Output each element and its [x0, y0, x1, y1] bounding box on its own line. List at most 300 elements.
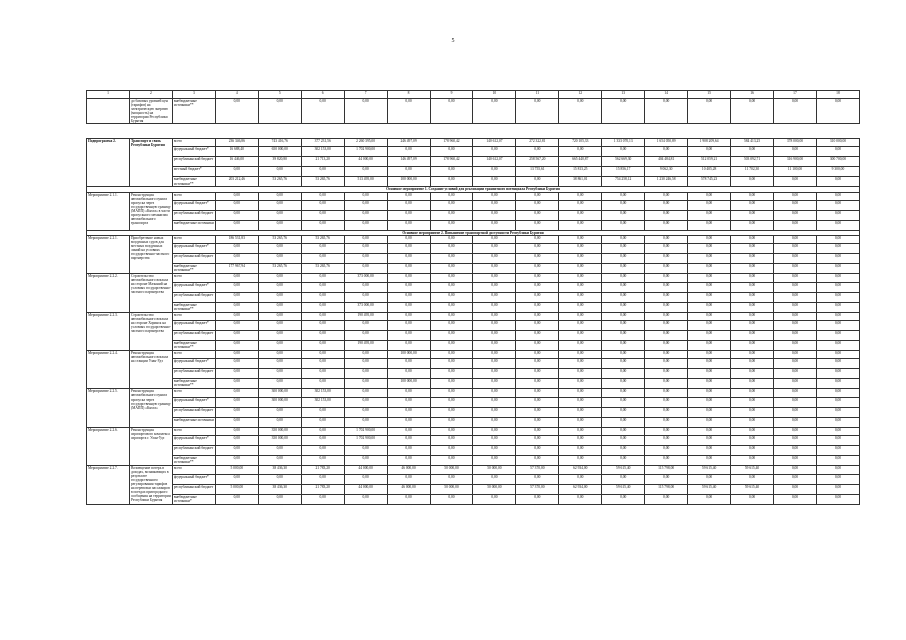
value-cell: 0,00 — [516, 474, 559, 484]
value-cell: 0,00 — [344, 200, 387, 210]
value-cell: 0,00 — [816, 427, 859, 435]
value-cell: 300 700,00 — [816, 157, 859, 167]
funding-source: федеральный бюджет* — [172, 436, 215, 446]
value-cell: 178 960,42 — [430, 139, 473, 147]
value-cell: 100 000,00 — [387, 379, 430, 389]
value-cell: 53 265,76 — [258, 264, 301, 274]
value-cell: 0,00 — [774, 244, 817, 254]
header-cell-8: 8 — [387, 91, 430, 99]
value-cell: 0,00 — [645, 282, 688, 292]
value-cell: 0,00 — [816, 302, 859, 312]
value-cell: 0,00 — [301, 254, 344, 264]
value-cell: 0,00 — [301, 99, 344, 124]
value-cell: 0,00 — [816, 407, 859, 417]
value-cell: 0,00 — [344, 331, 387, 341]
value-cell: 0,00 — [473, 379, 516, 389]
item-code: Мероприятие 2.2.1. — [87, 235, 130, 273]
value-cell: 0,00 — [774, 436, 817, 446]
item-code: Мероприятие 2.2.5. — [87, 389, 130, 427]
value-cell: 0,00 — [430, 210, 473, 220]
value-cell: 0,00 — [731, 235, 774, 243]
page-number: 5 — [451, 38, 455, 44]
value-cell: 140 612,07 — [473, 157, 516, 167]
value-cell: 0,00 — [215, 292, 258, 302]
value-cell: 0,00 — [731, 417, 774, 427]
value-cell: 0,00 — [473, 446, 516, 456]
value-cell: 0,00 — [816, 274, 859, 282]
value-cell: 0,00 — [602, 494, 645, 504]
funding-source: всего — [172, 427, 215, 435]
value-cell: 0,00 — [516, 351, 559, 359]
value-cell: 0,00 — [645, 210, 688, 220]
value-cell: 59 615,40 — [688, 466, 731, 474]
table-row — [87, 331, 860, 341]
value-cell: 0,00 — [430, 456, 473, 466]
funding-source: внебюджетные источники** — [172, 264, 215, 274]
value-cell: 0,00 — [602, 220, 645, 230]
value-cell: 0,00 — [344, 369, 387, 379]
value-cell: 190 495,00 — [344, 341, 387, 351]
value-cell: 0,00 — [301, 302, 344, 312]
value-cell: 0,00 — [473, 177, 516, 187]
value-cell: 0,00 — [473, 235, 516, 243]
value-cell: 0,00 — [731, 407, 774, 417]
value-cell: 0,00 — [301, 379, 344, 389]
header-cell-13: 13 — [602, 91, 645, 99]
value-cell: 0,00 — [816, 292, 859, 302]
value-cell: 0,00 — [430, 167, 473, 177]
value-cell: 0,00 — [774, 456, 817, 466]
value-cell: 0,00 — [430, 220, 473, 230]
value-cell: 0,00 — [602, 341, 645, 351]
value-cell: 0,00 — [816, 417, 859, 427]
value-cell: 0,00 — [215, 359, 258, 369]
value-cell: 38 861,01 — [559, 177, 602, 187]
item-code: Мероприятие 2.2.4. — [87, 351, 130, 389]
item-code — [87, 99, 130, 124]
value-cell: 0,00 — [430, 274, 473, 282]
value-cell: 0,00 — [301, 321, 344, 331]
value-cell: 44 000,00 — [344, 466, 387, 474]
value-cell: 0,00 — [559, 407, 602, 417]
value-cell: 0,00 — [774, 264, 817, 274]
funding-source: всего — [172, 274, 215, 282]
value-cell: 115 798,00 — [645, 484, 688, 494]
value-cell: 10 405,28 — [688, 167, 731, 177]
value-cell: 0,00 — [258, 446, 301, 456]
value-cell: 0,00 — [215, 331, 258, 341]
table-row — [87, 397, 860, 407]
value-cell: 0,00 — [430, 292, 473, 302]
value-cell: 0,00 — [774, 494, 817, 504]
value-cell: 0,00 — [688, 417, 731, 427]
value-cell: 0,00 — [516, 264, 559, 274]
value-cell: 0,00 — [301, 312, 344, 320]
value-cell: 0,00 — [387, 331, 430, 341]
value-cell: 0,00 — [301, 494, 344, 504]
value-cell: 0,00 — [559, 264, 602, 274]
value-cell: 0,00 — [731, 192, 774, 200]
value-cell: 0,00 — [301, 456, 344, 466]
funding-source: внебюджетные источники** — [172, 302, 215, 312]
value-cell: 0,00 — [516, 331, 559, 341]
value-cell: 584 413,25 — [731, 139, 774, 147]
value-cell: 57 370,00 — [516, 484, 559, 494]
value-cell: 0,00 — [387, 321, 430, 331]
value-cell: 0,00 — [816, 359, 859, 369]
value-cell: 754 258,12 — [602, 177, 645, 187]
value-cell: 0,00 — [473, 254, 516, 264]
value-cell: 44 000,00 — [344, 157, 387, 167]
value-cell: 0,00 — [473, 147, 516, 157]
value-cell: 0,00 — [645, 321, 688, 331]
value-cell: 0,00 — [774, 427, 817, 435]
value-cell: 0,00 — [688, 331, 731, 341]
table-body — [87, 99, 860, 505]
value-cell: 0,00 — [344, 99, 387, 124]
value-cell: 0,00 — [215, 494, 258, 504]
value-cell: 0,00 — [344, 264, 387, 274]
value-cell: 0,00 — [430, 369, 473, 379]
value-cell: 0,00 — [731, 254, 774, 264]
value-cell: 0,00 — [387, 456, 430, 466]
value-cell: 0,00 — [602, 282, 645, 292]
value-cell: 0,00 — [387, 292, 430, 302]
value-cell: 2 260 395,00 — [344, 139, 387, 147]
value-cell: 0,00 — [215, 302, 258, 312]
value-cell: 0,00 — [774, 274, 817, 282]
value-cell: 0,00 — [774, 200, 817, 210]
value-cell: 0,00 — [387, 446, 430, 456]
value-cell: 0,00 — [473, 292, 516, 302]
table-row — [87, 200, 860, 210]
value-cell: 0,00 — [344, 389, 387, 397]
value-cell: 0,00 — [688, 210, 731, 220]
value-cell: 0,00 — [774, 235, 817, 243]
spacer-row — [87, 124, 860, 139]
value-cell: 46 000,00 — [387, 484, 430, 494]
value-cell: 0,00 — [344, 321, 387, 331]
value-cell: 0,00 — [559, 436, 602, 446]
value-cell: 350 000,00 — [258, 436, 301, 446]
value-cell: 0,00 — [774, 210, 817, 220]
value-cell: 0,00 — [387, 436, 430, 446]
value-cell: 0,00 — [387, 302, 430, 312]
funding-source: всего — [172, 312, 215, 320]
value-cell: 0,00 — [473, 99, 516, 124]
value-cell: 0,00 — [816, 466, 859, 474]
value-cell: 0,00 — [430, 436, 473, 446]
value-cell: 0,00 — [258, 99, 301, 124]
table-row — [87, 389, 860, 397]
value-cell: 0,00 — [731, 389, 774, 397]
value-cell: 0,00 — [387, 474, 430, 484]
value-cell: 0,00 — [816, 220, 859, 230]
value-cell: 1 230 246,58 — [645, 177, 688, 187]
table-row — [87, 494, 860, 504]
value-cell: 0,00 — [516, 192, 559, 200]
funding-source: внебюджетные источники** — [172, 379, 215, 389]
value-cell: 0,00 — [816, 264, 859, 274]
value-cell: 1 702 900,00 — [344, 427, 387, 435]
funding-source: всего — [172, 139, 215, 147]
item-name: Строительство автомобильного вокзала на стороне Хоринск на условиях государственно-частного партнерства — [129, 312, 172, 350]
value-cell: 0,00 — [516, 302, 559, 312]
value-cell: 1 654 050,89 — [645, 139, 688, 147]
table-row — [87, 220, 860, 230]
value-cell: 0,00 — [731, 99, 774, 124]
value-cell: 0,00 — [774, 407, 817, 417]
value-cell: 0,00 — [387, 274, 430, 282]
value-cell: 0,00 — [258, 282, 301, 292]
value-cell: 0,00 — [559, 359, 602, 369]
value-cell: 0,00 — [473, 407, 516, 417]
funding-source: внебюджетные источники** — [172, 341, 215, 351]
value-cell: 0,00 — [344, 254, 387, 264]
value-cell: 0,00 — [645, 407, 688, 417]
value-cell: 0,00 — [559, 235, 602, 243]
value-cell: 15 856,17 — [602, 167, 645, 177]
value-cell: 0,00 — [645, 456, 688, 466]
value-cell: 0,00 — [731, 220, 774, 230]
value-cell: 0,00 — [430, 494, 473, 504]
value-cell: 0,00 — [559, 282, 602, 292]
value-cell: 0,00 — [215, 397, 258, 407]
funding-source: всего — [172, 235, 215, 243]
value-cell: 0,00 — [602, 254, 645, 264]
value-cell: 0,00 — [816, 494, 859, 504]
value-cell: 53 265,76 — [301, 264, 344, 274]
value-cell: 0,00 — [816, 351, 859, 359]
header-cell-6: 6 — [301, 91, 344, 99]
value-cell: 0,00 — [473, 331, 516, 341]
value-cell: 0,00 — [516, 321, 559, 331]
value-cell: 0,00 — [688, 379, 731, 389]
value-cell: 0,00 — [301, 341, 344, 351]
value-cell: 0,00 — [688, 200, 731, 210]
header-cell-18: 18 — [816, 91, 859, 99]
value-cell: 0,00 — [774, 312, 817, 320]
value-cell: 0,00 — [344, 244, 387, 254]
value-cell: 0,00 — [258, 312, 301, 320]
value-cell: 0,00 — [258, 407, 301, 417]
table-row — [87, 274, 860, 282]
value-cell: 0,00 — [387, 244, 430, 254]
value-cell: 16 688,40 — [215, 147, 258, 157]
value-cell: 0,00 — [645, 331, 688, 341]
value-cell: 0,00 — [215, 210, 258, 220]
value-cell: 0,00 — [602, 351, 645, 359]
value-cell: 0,00 — [430, 446, 473, 456]
value-cell: 50 000,00 — [430, 484, 473, 494]
value-cell: 0,00 — [516, 446, 559, 456]
funding-source: местный бюджет* — [172, 167, 215, 177]
value-cell: 0,00 — [430, 389, 473, 397]
value-cell: 0,00 — [645, 99, 688, 124]
value-cell: 203 212,46 — [215, 177, 258, 187]
value-cell: 0,00 — [645, 302, 688, 312]
value-cell: 0,00 — [430, 341, 473, 351]
item-code: Подпрограмма 2. — [87, 139, 130, 187]
value-cell: 0,00 — [645, 274, 688, 282]
value-cell: 0,00 — [816, 210, 859, 220]
value-cell: 0,00 — [645, 235, 688, 243]
value-cell: 0,00 — [645, 200, 688, 210]
value-cell: 38 436,30 — [258, 466, 301, 474]
value-cell: 0,00 — [430, 200, 473, 210]
value-cell: 0,00 — [387, 235, 430, 243]
value-cell: 0,00 — [516, 341, 559, 351]
value-cell: 0,00 — [774, 99, 817, 124]
value-cell: 0,00 — [602, 456, 645, 466]
value-cell: 0,00 — [602, 331, 645, 341]
table-row — [87, 167, 860, 177]
value-cell: 5 000,00 — [215, 484, 258, 494]
value-cell: 0,00 — [816, 456, 859, 466]
value-cell: 0,00 — [430, 331, 473, 341]
value-cell: 50 000,00 — [473, 466, 516, 474]
value-cell: 302 153,00 — [301, 389, 344, 397]
value-cell: 0,00 — [688, 292, 731, 302]
value-cell: 0,00 — [473, 359, 516, 369]
funding-source: всего — [172, 389, 215, 397]
value-cell: 190 495,00 — [344, 312, 387, 320]
value-cell: 0,00 — [559, 192, 602, 200]
value-cell: 0,00 — [215, 446, 258, 456]
value-cell: 0,00 — [215, 244, 258, 254]
value-cell: 0,00 — [215, 341, 258, 351]
value-cell: 0,00 — [344, 379, 387, 389]
value-cell: 0,00 — [344, 351, 387, 359]
table-row — [87, 407, 860, 417]
value-cell: 0,00 — [215, 321, 258, 331]
value-cell: 578 745,23 — [688, 177, 731, 187]
value-cell: 0,00 — [559, 351, 602, 359]
value-cell: 53 265,76 — [258, 177, 301, 187]
value-cell: 100 000,00 — [387, 177, 430, 187]
value-cell: 0,00 — [258, 192, 301, 200]
value-cell: 0,00 — [645, 494, 688, 504]
value-cell: 0,00 — [258, 369, 301, 379]
funding-source: внебюджетные источники — [172, 417, 215, 427]
value-cell: 0,00 — [774, 147, 817, 157]
value-cell: 0,00 — [559, 446, 602, 456]
value-cell: 0,00 — [816, 235, 859, 243]
value-cell: 0,00 — [731, 292, 774, 302]
value-cell: 0,00 — [559, 494, 602, 504]
value-cell: 0,00 — [473, 427, 516, 435]
value-cell: 513 495,00 — [344, 177, 387, 187]
item-name: Реконструкция автомобильного пункта пропуска через государственную границу (МАПП) «Кяхта» — [129, 389, 172, 427]
value-cell: 0,00 — [559, 397, 602, 407]
value-cell: 373 000,00 — [344, 302, 387, 312]
value-cell: 720 105,33 — [559, 139, 602, 147]
value-cell: 0,00 — [645, 369, 688, 379]
value-cell: 0,00 — [774, 292, 817, 302]
value-cell: 0,00 — [774, 302, 817, 312]
header-cell-4: 4 — [215, 91, 258, 99]
value-cell: 0,00 — [473, 341, 516, 351]
value-cell: 0,00 — [387, 341, 430, 351]
value-cell: 0,00 — [602, 407, 645, 417]
value-cell: 0,00 — [688, 494, 731, 504]
funding-source: всего — [172, 466, 215, 474]
value-cell: 0,00 — [430, 474, 473, 484]
value-cell: 0,00 — [215, 274, 258, 282]
value-cell: 0,00 — [344, 446, 387, 456]
value-cell: 21 783,20 — [301, 466, 344, 474]
value-cell: 0,00 — [645, 397, 688, 407]
value-cell: 62 934,00 — [559, 466, 602, 474]
value-cell: 178 960,42 — [430, 157, 473, 167]
value-cell: 0,00 — [602, 389, 645, 397]
budget-table — [86, 90, 860, 505]
value-cell: 0,00 — [215, 456, 258, 466]
value-cell: 0,00 — [473, 312, 516, 320]
value-cell: 0,00 — [731, 147, 774, 157]
value-cell: 0,00 — [645, 379, 688, 389]
value-cell: 0,00 — [516, 147, 559, 157]
value-cell: 0,00 — [559, 369, 602, 379]
header-cell-3: 3 — [172, 91, 215, 99]
funding-source: внебюджетные источники** — [172, 99, 215, 124]
funding-source: республиканский бюджет — [172, 484, 215, 494]
value-cell: 140 612,07 — [473, 139, 516, 147]
value-cell: 0,00 — [731, 331, 774, 341]
value-cell: 0,00 — [559, 427, 602, 435]
value-cell: 0,00 — [816, 244, 859, 254]
value-cell: 0,00 — [430, 264, 473, 274]
value-cell: 0,00 — [688, 235, 731, 243]
value-cell: 0,00 — [688, 220, 731, 230]
value-cell: 9 300,00 — [816, 167, 859, 177]
value-cell: 0,00 — [430, 99, 473, 124]
value-cell: 0,00 — [774, 177, 817, 187]
table-row — [87, 235, 860, 243]
value-cell: 0,00 — [215, 351, 258, 359]
funding-source: внебюджетные источники* — [172, 494, 215, 504]
value-cell: 0,00 — [774, 282, 817, 292]
value-cell: 0,00 — [602, 427, 645, 435]
funding-source: внебюджетные источники — [172, 220, 215, 230]
value-cell: 0,00 — [774, 321, 817, 331]
table-row — [87, 292, 860, 302]
value-cell: 0,00 — [816, 474, 859, 484]
value-cell: 0,00 — [731, 210, 774, 220]
value-cell: 0,00 — [516, 456, 559, 466]
funding-source: республиканский бюджет — [172, 446, 215, 456]
value-cell: 100 000,00 — [387, 351, 430, 359]
table-header-row — [87, 91, 860, 99]
value-cell: 0,00 — [215, 427, 258, 435]
value-cell: 0,00 — [516, 274, 559, 282]
value-cell: 258 567,20 — [516, 157, 559, 167]
value-cell: 0,00 — [774, 397, 817, 407]
value-cell: 0,00 — [301, 331, 344, 341]
value-cell: 0,00 — [430, 321, 473, 331]
table-row — [87, 282, 860, 292]
value-cell: 0,00 — [602, 192, 645, 200]
value-cell: 53 265,76 — [301, 235, 344, 243]
value-cell: 0,00 — [387, 407, 430, 417]
value-cell: 50 000,00 — [430, 466, 473, 474]
value-cell: 0,00 — [816, 436, 859, 446]
funding-source: республиканский бюджет — [172, 331, 215, 341]
value-cell: 0,00 — [816, 321, 859, 331]
value-cell: 0,00 — [473, 456, 516, 466]
value-cell: 0,00 — [688, 274, 731, 282]
value-cell: 310 000,00 — [816, 139, 859, 147]
